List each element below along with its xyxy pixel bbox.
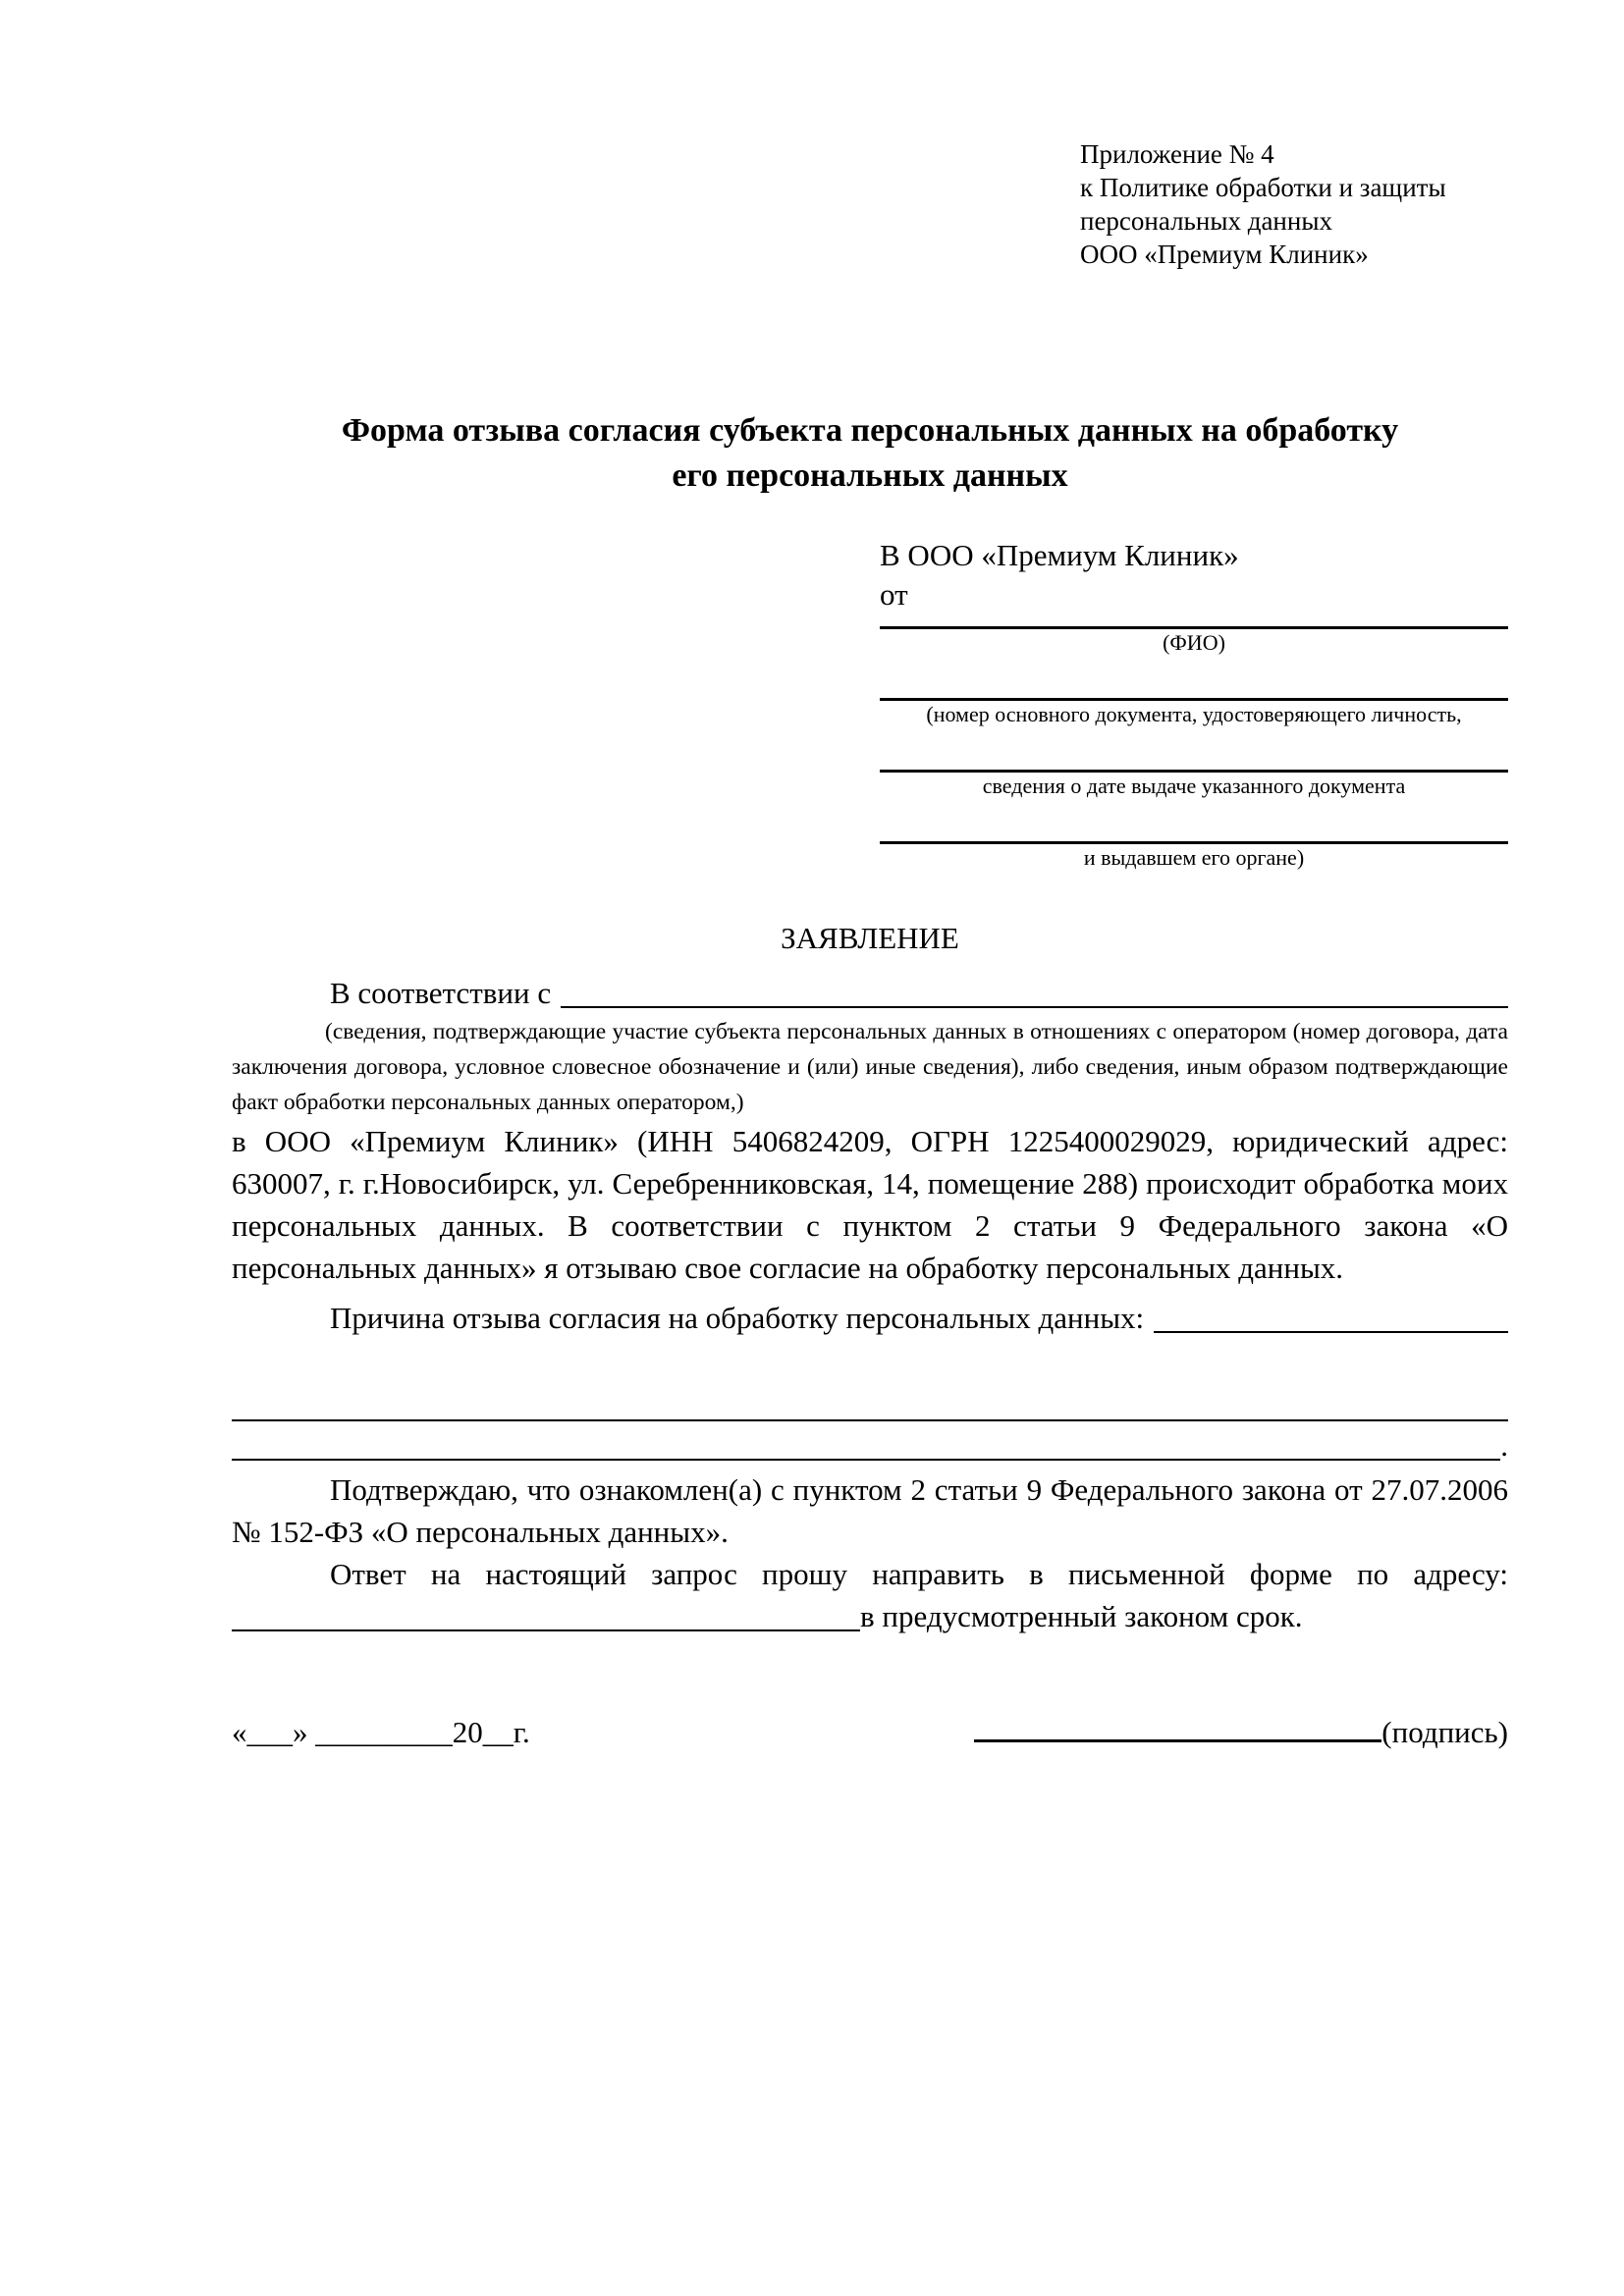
appendix-line: Приложение № 4 bbox=[1080, 139, 1274, 169]
field-caption: (номер основного документа, удостоверяющего личность, bbox=[926, 702, 1462, 726]
fio-input-line[interactable] bbox=[880, 614, 1508, 629]
form-title-line2: его персональных данных bbox=[672, 457, 1068, 494]
issue-date-field bbox=[880, 728, 1508, 800]
document-number-field bbox=[880, 657, 1508, 728]
signature-input-line[interactable] bbox=[974, 1710, 1381, 1742]
reply-tail-text: в предусмотренный законом срок. bbox=[860, 1599, 1303, 1633]
reason-row bbox=[232, 1297, 1508, 1339]
statement-body: в ООО «Премиум Клиник» (ИНН 5406824209, ОГРН 1225400029029, юридический адрес: 630007, г. г.Новосибирск, ул. Серебренниковская, 14, помещение 288) происходит обработка моих персональных данных. В соответствии с пунктом 2 статьи 9 Федерального закона «О персональных данных» я отзываю свое согласие на обработку персональных данных. bbox=[232, 1124, 1508, 1285]
basis-row bbox=[232, 972, 1508, 1014]
appendix-line: к Политике обработки и защиты bbox=[1080, 173, 1446, 202]
field-caption: (ФИО) bbox=[1163, 630, 1225, 655]
recipient-from-label: от bbox=[880, 577, 908, 612]
reason-blank-lines bbox=[232, 1382, 1508, 1461]
form-title-line1: Форма отзыва согласия субъекта персональных данных на обработку bbox=[341, 412, 1399, 449]
appendix-note bbox=[1080, 137, 1508, 271]
confirmation-paragraph: Подтверждаю, что ознакомлен(а) с пунктом 2 статьи 9 Федерального закона от 27.07.2006 № 152-ФЗ «О персональных данных». bbox=[232, 1472, 1508, 1549]
basis-label: В соответствии с bbox=[330, 976, 552, 1010]
basis-note: (сведения, подтверждающие участие субъекта персональных данных в отношениях с оператором (номер договора, дата заключения договора, условное словесное обозначение и (или) иные сведения), либо сведения, иным образом подтверждающие факт обработки персональных данных оператором,) bbox=[232, 1019, 1508, 1115]
field-caption: и выдавшем его органе) bbox=[1083, 845, 1305, 870]
signature-group bbox=[974, 1710, 1508, 1753]
recipient-block bbox=[880, 536, 1508, 872]
reply-request-paragraph: Ответ на настоящий запрос прошу направить в письменной форме по адресу: bbox=[330, 1557, 1508, 1591]
statement-heading: ЗАЯВЛЕНИЕ bbox=[781, 921, 959, 955]
reason-input-line-3[interactable] bbox=[232, 1459, 1500, 1461]
date-blank-text[interactable]: «___» _________20__г. bbox=[232, 1715, 530, 1749]
reply-address-row bbox=[232, 1595, 1508, 1637]
form-title bbox=[232, 408, 1508, 499]
signature-caption: (подпись) bbox=[1381, 1715, 1508, 1749]
reply-address-input-line[interactable] bbox=[232, 1595, 860, 1631]
document-number-input-line[interactable] bbox=[880, 657, 1508, 701]
footer-row bbox=[232, 1710, 1508, 1753]
issuing-authority-input-line[interactable] bbox=[880, 800, 1508, 844]
recipient-to: В ООО «Премиум Клиник» bbox=[880, 538, 1239, 572]
issue-date-input-line[interactable] bbox=[880, 728, 1508, 773]
fio-field bbox=[880, 614, 1508, 657]
basis-input-line[interactable] bbox=[561, 972, 1508, 1008]
field-caption: сведения о дате выдаче указанного документа bbox=[982, 774, 1406, 798]
issuing-authority-field bbox=[880, 800, 1508, 872]
reason-label: Причина отзыва согласия на обработку персональных данных: bbox=[330, 1301, 1145, 1335]
appendix-line: ООО «Премиум Клиник» bbox=[1080, 240, 1369, 269]
reason-line-2 bbox=[232, 1421, 1508, 1461]
reason-period: . bbox=[1500, 1428, 1508, 1463]
reason-input-line[interactable] bbox=[1154, 1297, 1508, 1333]
reason-line-1 bbox=[232, 1382, 1508, 1421]
appendix-line: персональных данных bbox=[1080, 206, 1332, 236]
reason-input-line-2[interactable] bbox=[232, 1419, 1508, 1421]
